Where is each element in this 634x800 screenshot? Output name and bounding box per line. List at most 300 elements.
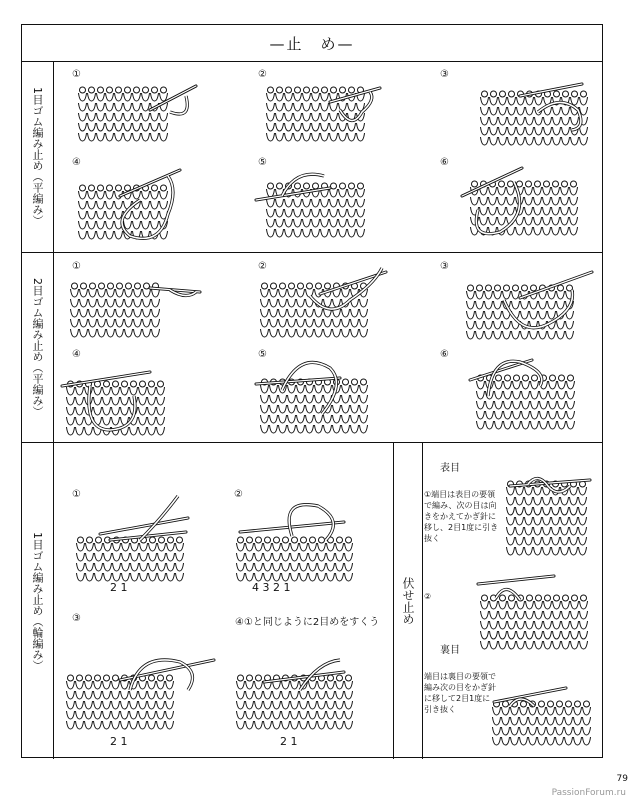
stitch xyxy=(157,397,165,405)
stitch xyxy=(115,231,123,239)
stitch xyxy=(294,229,302,237)
stitch xyxy=(88,211,96,219)
stitch xyxy=(531,381,539,389)
stitch xyxy=(508,127,516,135)
stitch xyxy=(103,691,111,699)
stitch xyxy=(95,543,103,551)
stitch-loop xyxy=(482,91,488,97)
stitch xyxy=(339,103,347,111)
stitch xyxy=(103,721,111,729)
stitch xyxy=(157,387,165,395)
stitch xyxy=(481,631,489,639)
stitch xyxy=(348,189,356,197)
stitch xyxy=(342,425,350,433)
stitch-loop xyxy=(80,87,86,93)
stitch-loop xyxy=(125,185,131,191)
stitch-loop xyxy=(340,87,346,93)
stitch xyxy=(139,691,147,699)
stitch xyxy=(345,701,353,709)
stitch xyxy=(288,329,296,337)
stitch-loop xyxy=(90,283,96,289)
stitch xyxy=(561,227,569,235)
stitch xyxy=(534,537,542,545)
stitch xyxy=(267,93,275,101)
stitch xyxy=(157,681,165,689)
stitch xyxy=(357,229,365,237)
stitch xyxy=(309,573,317,581)
stitch xyxy=(543,197,551,205)
stitch xyxy=(285,93,293,101)
stitch-loop xyxy=(126,283,132,289)
stitch xyxy=(79,93,87,101)
stitch-loop xyxy=(95,675,101,681)
stitch xyxy=(530,301,538,309)
stitch xyxy=(345,681,353,689)
stitch xyxy=(360,405,368,413)
stitch xyxy=(516,517,524,525)
stitch xyxy=(522,421,530,429)
stitch xyxy=(246,681,254,689)
stitch xyxy=(557,301,565,309)
stitch xyxy=(525,497,533,505)
stitch xyxy=(507,547,515,555)
stitch xyxy=(324,425,332,433)
stitch xyxy=(124,93,132,101)
knit-swatch xyxy=(67,675,174,729)
needle-highlight xyxy=(520,84,582,96)
stitch xyxy=(261,289,269,297)
stitch xyxy=(267,113,275,121)
stitch xyxy=(267,219,275,227)
stitch xyxy=(264,553,272,561)
stitch xyxy=(558,391,566,399)
knit-step-2-number: ② xyxy=(424,592,432,601)
stitch xyxy=(300,543,308,551)
stitch xyxy=(339,219,347,227)
stitch xyxy=(544,601,552,609)
stitch xyxy=(556,717,564,725)
stitch xyxy=(167,543,175,551)
stitch xyxy=(534,487,542,495)
stitch xyxy=(534,207,542,215)
stitch xyxy=(553,117,561,125)
stitch xyxy=(330,189,338,197)
stitch xyxy=(529,727,537,735)
stitch xyxy=(520,727,528,735)
stitch xyxy=(499,621,507,629)
stitch xyxy=(148,711,156,719)
stitch xyxy=(142,103,150,111)
page-number: 79 xyxy=(616,774,628,784)
stitch xyxy=(76,711,84,719)
stitch xyxy=(79,133,87,141)
stitch xyxy=(489,187,497,195)
stitch xyxy=(521,331,529,339)
stitch xyxy=(512,331,520,339)
stitch xyxy=(476,331,484,339)
stitch xyxy=(300,563,308,571)
stitch xyxy=(306,385,314,393)
stitch xyxy=(543,507,551,515)
stitch xyxy=(467,321,475,329)
stitch xyxy=(526,97,534,105)
stitch xyxy=(167,573,175,581)
stitch xyxy=(507,537,515,545)
stitch xyxy=(176,563,184,571)
stitch xyxy=(556,737,564,745)
stitch xyxy=(327,543,335,551)
stitch-loop xyxy=(168,537,174,543)
stitch xyxy=(88,123,96,131)
stitch-loop xyxy=(135,283,141,289)
stitch xyxy=(288,425,296,433)
stitch xyxy=(152,289,160,297)
stitch xyxy=(495,391,503,399)
stitch xyxy=(133,123,141,131)
stitch-loop xyxy=(472,181,478,187)
stitch xyxy=(158,563,166,571)
stitch xyxy=(279,329,287,337)
stitch xyxy=(556,727,564,735)
stitch xyxy=(357,199,365,207)
stitch xyxy=(565,727,573,735)
stitch xyxy=(360,319,368,327)
stitch xyxy=(158,553,166,561)
stitch xyxy=(574,737,582,745)
stitch xyxy=(264,573,272,581)
page-title: —止 め— xyxy=(22,25,602,62)
stitch-loop xyxy=(563,91,569,97)
stitch xyxy=(543,537,551,545)
stitch-loop xyxy=(277,87,283,93)
stitch xyxy=(294,123,302,131)
stitch xyxy=(557,331,565,339)
stitch xyxy=(549,411,557,419)
stitch-loop xyxy=(509,595,515,601)
stitch xyxy=(570,217,578,225)
stitch xyxy=(261,405,269,413)
stitch xyxy=(285,209,293,217)
stitch xyxy=(321,123,329,131)
stitch xyxy=(151,113,159,121)
stitch-loop xyxy=(271,283,277,289)
stitch xyxy=(94,407,102,415)
stitch xyxy=(139,407,147,415)
stitch xyxy=(148,417,156,425)
stitch-numbers: 2 1 xyxy=(110,735,128,748)
stitch xyxy=(106,93,114,101)
stitch xyxy=(237,681,245,689)
stitch xyxy=(490,107,498,115)
stitch-loop xyxy=(575,701,581,707)
stitch xyxy=(520,707,528,715)
stitch xyxy=(158,543,166,551)
stitch xyxy=(300,711,308,719)
stitch xyxy=(167,553,175,561)
stitch xyxy=(579,547,587,555)
stitch xyxy=(166,701,174,709)
stitch xyxy=(520,717,528,725)
stitch xyxy=(476,301,484,309)
knit-swatch xyxy=(467,285,574,339)
stitch xyxy=(306,405,314,413)
stitch xyxy=(534,517,542,525)
stitch xyxy=(86,553,94,561)
stitch xyxy=(531,411,539,419)
stitch xyxy=(495,421,503,429)
stitch xyxy=(300,691,308,699)
stitch xyxy=(276,133,284,141)
stitch xyxy=(294,93,302,101)
stitch-loop xyxy=(262,283,268,289)
stitch xyxy=(142,113,150,121)
stitch xyxy=(125,299,133,307)
stitch xyxy=(303,103,311,111)
stitch xyxy=(94,711,102,719)
stitch xyxy=(255,691,263,699)
stitch xyxy=(321,93,329,101)
stitch xyxy=(570,207,578,215)
stitch-loop xyxy=(256,537,262,543)
stitch xyxy=(303,123,311,131)
stitch xyxy=(525,217,533,225)
stitch xyxy=(107,329,115,337)
stitch-loop xyxy=(140,381,146,387)
stitch xyxy=(321,113,329,121)
stitch xyxy=(490,127,498,135)
stitch xyxy=(490,97,498,105)
stitch xyxy=(556,707,564,715)
stitch-loop xyxy=(152,185,158,191)
stitch xyxy=(526,631,534,639)
stitch xyxy=(538,737,546,745)
stitch xyxy=(149,573,157,581)
section-title: 1目ゴム編み止め（輪編み） xyxy=(31,531,44,671)
stitch xyxy=(312,93,320,101)
stitch xyxy=(549,421,557,429)
stitch xyxy=(502,707,510,715)
stitch xyxy=(267,103,275,111)
stitch xyxy=(300,701,308,709)
stitch xyxy=(493,707,501,715)
stitch-loop xyxy=(313,87,319,93)
stitch xyxy=(139,701,147,709)
stitch xyxy=(106,133,114,141)
stitch xyxy=(336,701,344,709)
stitch xyxy=(330,123,338,131)
stitch xyxy=(552,547,560,555)
stitch xyxy=(106,221,114,229)
castoff-title: 伏せ止め xyxy=(401,577,415,625)
stitch xyxy=(297,385,305,393)
stitch xyxy=(279,425,287,433)
stitch xyxy=(267,199,275,207)
stitch-loop xyxy=(265,537,271,543)
stitch-loop xyxy=(486,285,492,291)
stitch xyxy=(309,701,317,709)
stitch xyxy=(157,691,165,699)
stitch xyxy=(499,601,507,609)
stitch xyxy=(86,573,94,581)
stitch xyxy=(333,319,341,327)
stitch-loop xyxy=(104,381,110,387)
stitch xyxy=(85,721,93,729)
stitch xyxy=(493,717,501,725)
stitch xyxy=(160,93,168,101)
stitch xyxy=(516,527,524,535)
stitch xyxy=(513,411,521,419)
stitch xyxy=(151,133,159,141)
stitch xyxy=(538,707,546,715)
stitch xyxy=(351,415,359,423)
stitch xyxy=(112,691,120,699)
stitch xyxy=(97,231,105,239)
stitch-loop xyxy=(343,379,349,385)
stitch xyxy=(489,207,497,215)
stitch xyxy=(282,573,290,581)
stitch xyxy=(297,289,305,297)
stitch xyxy=(516,497,524,505)
stitch xyxy=(342,319,350,327)
stitch xyxy=(139,417,147,425)
stitch xyxy=(526,117,534,125)
stitch xyxy=(76,407,84,415)
stitch xyxy=(273,563,281,571)
stitch-loop xyxy=(500,91,506,97)
stitch-loop xyxy=(87,537,93,543)
stitch xyxy=(357,133,365,141)
stitch xyxy=(540,391,548,399)
stitch xyxy=(526,611,534,619)
stitch xyxy=(306,329,314,337)
stitch xyxy=(571,621,579,629)
stitch xyxy=(264,563,272,571)
stitch xyxy=(148,721,156,729)
stitch xyxy=(124,113,132,121)
stitch-loop xyxy=(116,185,122,191)
stitch xyxy=(327,681,335,689)
stitch xyxy=(553,127,561,135)
stitch xyxy=(567,401,575,409)
stitch xyxy=(342,289,350,297)
stitch xyxy=(333,415,341,423)
stitch xyxy=(166,711,174,719)
stitch xyxy=(237,563,245,571)
stitch-loop xyxy=(581,91,587,97)
stitch xyxy=(336,721,344,729)
stitch xyxy=(306,415,314,423)
stitch xyxy=(67,701,75,709)
stitch xyxy=(77,553,85,561)
stitch xyxy=(151,201,159,209)
stitch xyxy=(107,289,115,297)
stitch xyxy=(246,563,254,571)
stitch-loop xyxy=(268,87,274,93)
stitch xyxy=(357,123,365,131)
stitch xyxy=(522,391,530,399)
stitch xyxy=(151,221,159,229)
stitch xyxy=(517,601,525,609)
stitch xyxy=(246,721,254,729)
stitch xyxy=(504,401,512,409)
stitch xyxy=(291,563,299,571)
stitch-loop xyxy=(361,379,367,385)
stitch xyxy=(149,553,157,561)
stitch xyxy=(312,113,320,121)
step-number: ④ xyxy=(72,157,81,168)
stitch xyxy=(552,197,560,205)
stitch xyxy=(273,701,281,709)
stitch xyxy=(77,543,85,551)
stitch xyxy=(282,711,290,719)
stitch-loop xyxy=(113,675,119,681)
stitch xyxy=(294,103,302,111)
stitch xyxy=(276,219,284,227)
stitch xyxy=(570,227,578,235)
stitch-loop xyxy=(504,285,510,291)
stitch xyxy=(348,219,356,227)
stitch xyxy=(288,309,296,317)
stitch xyxy=(522,401,530,409)
stitch xyxy=(517,117,525,125)
stitch-loop xyxy=(331,87,337,93)
stitch xyxy=(579,487,587,495)
stitch xyxy=(121,387,129,395)
stitch xyxy=(529,717,537,725)
stitch xyxy=(561,517,569,525)
stitch xyxy=(77,563,85,571)
stitch xyxy=(562,611,570,619)
stitch xyxy=(508,137,516,145)
stitch xyxy=(351,385,359,393)
stitch xyxy=(237,711,245,719)
stitch xyxy=(89,329,97,337)
knit-swatch xyxy=(481,595,588,649)
stitch xyxy=(131,573,139,581)
stitch xyxy=(309,721,317,729)
stitch xyxy=(67,691,75,699)
stitch xyxy=(339,199,347,207)
stitch xyxy=(115,123,123,131)
stitch xyxy=(471,197,479,205)
stitch xyxy=(539,331,547,339)
stitch-loop xyxy=(522,285,528,291)
stitch xyxy=(139,711,147,719)
stitch xyxy=(121,691,129,699)
stitch xyxy=(76,691,84,699)
stitch xyxy=(85,691,93,699)
stitch xyxy=(139,681,147,689)
stitch xyxy=(77,573,85,581)
stitch-loop xyxy=(340,183,346,189)
stitch xyxy=(276,199,284,207)
stitch xyxy=(255,701,263,709)
stitch xyxy=(237,553,245,561)
stitch-loop xyxy=(346,537,352,543)
yarn-core xyxy=(282,362,336,414)
stitch xyxy=(89,289,97,297)
stitch xyxy=(543,217,551,225)
stitch xyxy=(306,319,314,327)
stitch-loop xyxy=(584,701,590,707)
stitch xyxy=(267,209,275,217)
stitch xyxy=(570,527,578,535)
stitch xyxy=(273,721,281,729)
stitch xyxy=(261,329,269,337)
stitch xyxy=(306,289,314,297)
stitch xyxy=(160,191,168,199)
stitch xyxy=(97,93,105,101)
